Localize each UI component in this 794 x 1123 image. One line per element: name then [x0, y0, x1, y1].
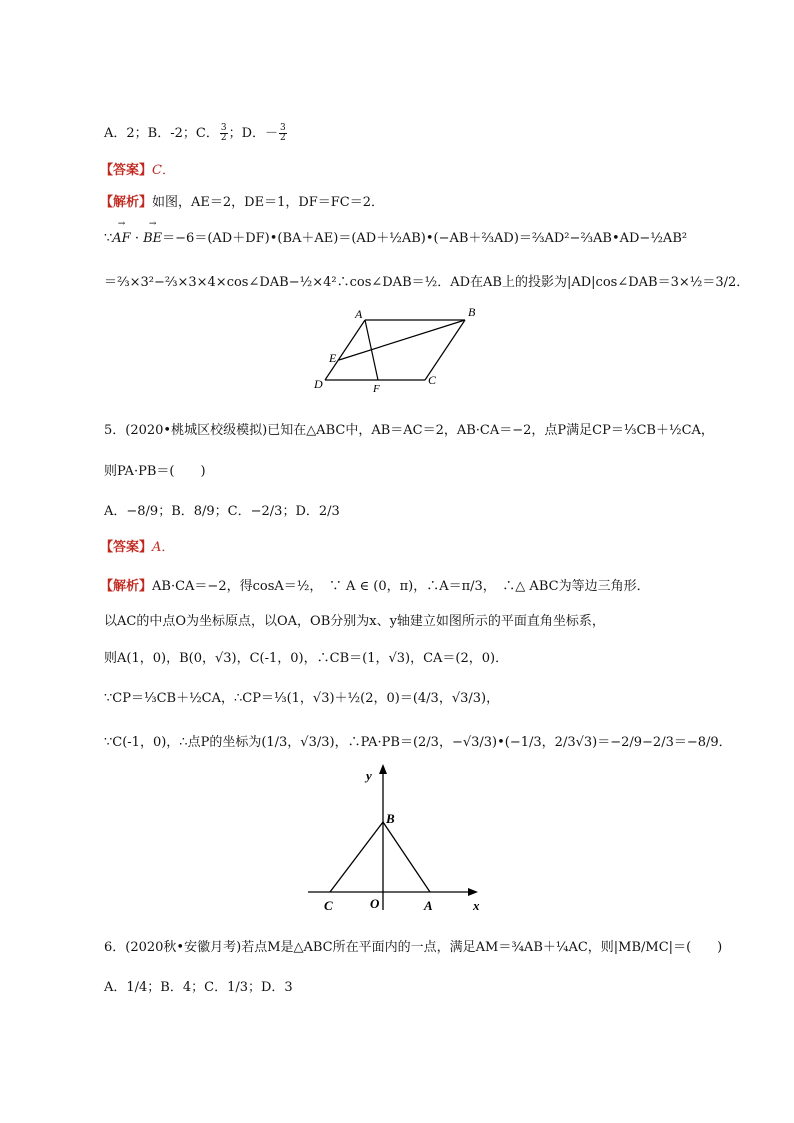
- label-a: A: [355, 307, 363, 321]
- label-e: E: [329, 351, 337, 365]
- q6-stem: 6．(2020秋•安徽月考)若点M是△ABC所在平面内的一点，满足AM＝¾AB＋¼AC，则|MB/MC|＝( ): [104, 940, 723, 955]
- q4-answer: 【答案】C．: [100, 163, 175, 178]
- q6-options: A．1/4；B．4；C．1/3；D．3: [104, 980, 293, 995]
- edge-bc: [425, 320, 465, 380]
- q5-answer: 【答案】A．: [100, 540, 175, 555]
- q5-analysis-2: 以AC的中点O为坐标原点，以OA，OB分别为x、y轴建立如图所示的平面直角坐标系，: [104, 614, 605, 629]
- coordinate-figure: [300, 760, 490, 915]
- label-f: F: [373, 383, 380, 395]
- label-y: y: [366, 768, 372, 783]
- fraction: $\frac{3}{2}$: [220, 123, 227, 143]
- analysis-label: 【解析】: [100, 579, 153, 594]
- label-x: x: [473, 898, 480, 913]
- analysis-label: 【解析】: [100, 195, 153, 210]
- label-b: B: [386, 811, 395, 826]
- label-a: A: [424, 898, 433, 913]
- label-b: B: [468, 305, 476, 319]
- q4-options: A．2；B．-2；C． $\frac{3}{2}$ ；D．－ $\frac{3}{2}$: [104, 123, 286, 143]
- edge-da: [325, 320, 365, 380]
- segment-cb: [330, 822, 383, 892]
- label-c: C: [428, 373, 437, 387]
- q4-equation-1: ∵→ AF · → BE＝−6＝(AD＋DF)•(BA＋AE)＝(AD＋½AB)•(−AB＋⅔AD)＝⅔AD²−⅔AB•AD−½AB²: [104, 230, 687, 248]
- answer-label: 【答案】: [100, 540, 153, 555]
- answer-value: A: [152, 540, 162, 555]
- q5-analysis-5: ∵C(-1，0)，∴点P的坐标为(1/3，√3/3)，∴PA·PB＝(2/3，−√3/3)•(−1/3，2/3√3)＝−2/9−2/3＝−8/9．: [104, 735, 732, 750]
- fraction: $\frac{3}{2}$: [280, 123, 286, 143]
- x-axis-arrow: [468, 888, 478, 896]
- y-axis-arrow: [379, 764, 387, 774]
- q5-stem: 5．(2020•桃城区校级模拟)已知在△ABC中，AB＝AC＝2，AB·CA＝−2，点P满足CP＝⅓CB＋½CA，: [104, 423, 714, 438]
- answer-label: 【答案】: [100, 163, 153, 178]
- answer-value: C: [152, 163, 162, 178]
- q4-analysis-intro: 【解析】如图，AE＝2，DE＝1，DF＝FC＝2．: [100, 195, 385, 210]
- segment-ba: [383, 822, 430, 892]
- label-c: C: [324, 898, 333, 913]
- q5-stem-line2: 则PA·PB＝( ): [104, 464, 206, 479]
- q4-equation-2: ＝⅔×3²−⅔×3×4×cos∠DAB−½×4²∴cos∠DAB＝½．AD在AB上的投影为|AD|cos∠DAB＝3×½＝3/2．: [104, 275, 750, 290]
- q5-analysis-4: ∵CP＝⅓CB＋½CA，∴CP＝⅓(1，√3)＋½(2，0)＝(4/3，√3/3)，: [104, 691, 500, 706]
- q5-analysis-1: 【解析】AB·CA＝−2，得cosA＝½， ∵ A ∈ (0，π)，∴A＝π/3， ∴△ ABC为等边三角形．: [100, 579, 650, 594]
- label-o: O: [370, 896, 380, 911]
- parallelogram-figure: [305, 303, 485, 398]
- q5-analysis-3: 则A(1，0)，B(0，√3)，C(-1，0)，∴CB＝(1，√3)，CA＝(2，0)．: [104, 651, 509, 666]
- segment-eb: [339, 320, 465, 360]
- label-d: D: [314, 377, 323, 391]
- q5-options: A．−8/9；B．8/9；C．−2/3；D．2/3: [104, 504, 340, 519]
